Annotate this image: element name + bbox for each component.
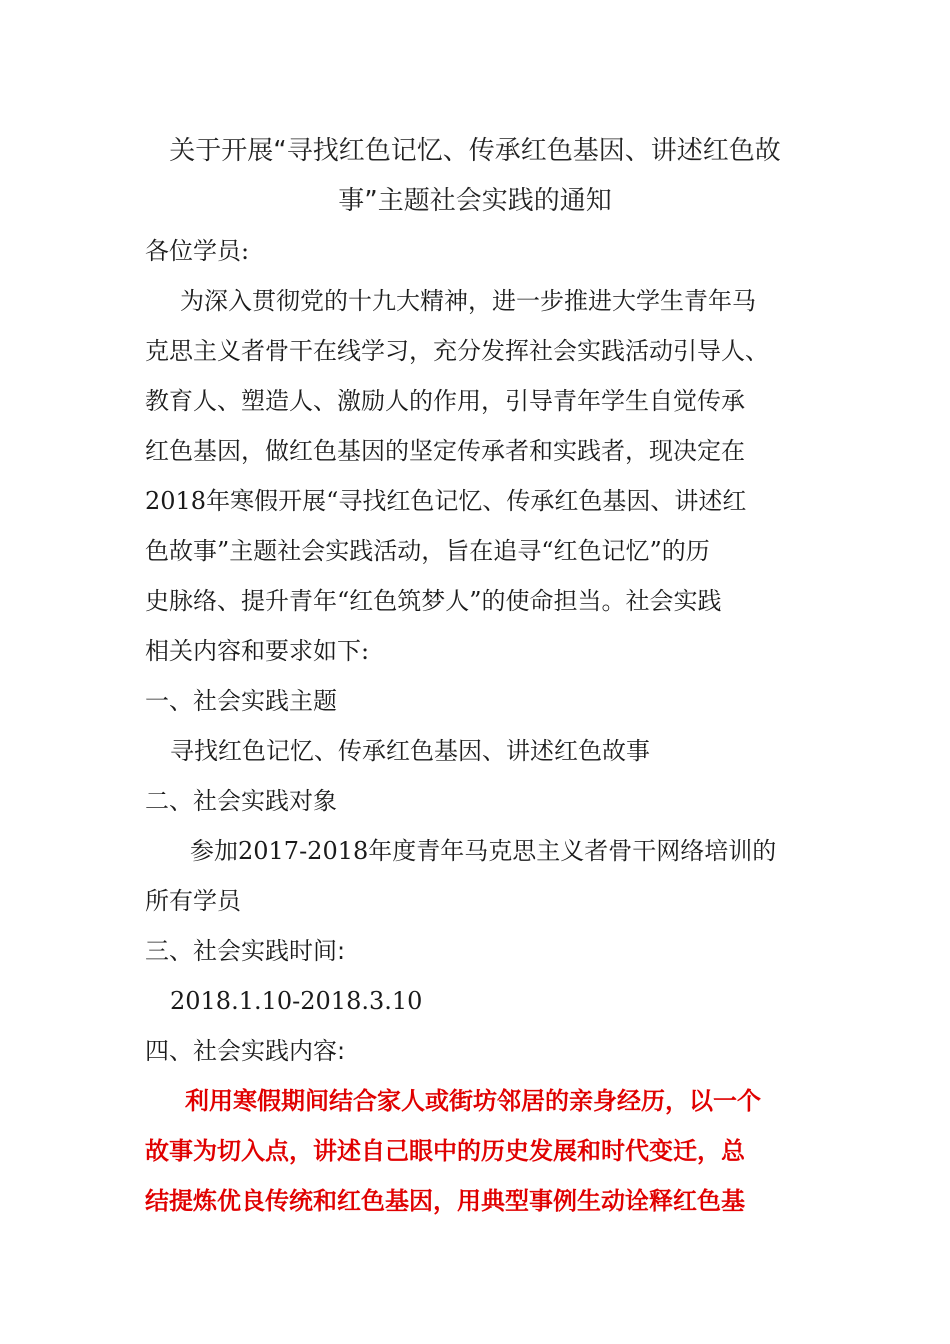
section-audience-text: 所有学员 [145, 887, 241, 915]
section-heading-time: 三、社会实践时间: [145, 937, 346, 965]
section-time-text: 2018.1.10-2018.3.10 [170, 987, 423, 1015]
salutation: 各位学员: [145, 237, 250, 265]
intro-line: 为深入贯彻党的十九大精神，进一步推进大学生青年马 [180, 287, 756, 315]
intro-line: 红色基因，做红色基因的坚定传承者和实践者，现决定在 [145, 437, 745, 465]
document-title-line-2: 事”主题社会实践的通知 [338, 186, 612, 216]
intro-line: 克思主义者骨干在线学习，充分发挥社会实践活动引导人、 [145, 337, 769, 365]
intro-line: 史脉络、提升青年“红色筑梦人”的使命担当。社会实践 [145, 587, 722, 615]
intro-line: 2018年寒假开展“寻找红色记忆、传承红色基因、讲述红 [145, 487, 747, 515]
section-audience-text: 参加2017-2018年度青年马克思主义者骨干网络培训的 [190, 837, 777, 865]
intro-line: 相关内容和要求如下: [145, 637, 370, 665]
section-heading-theme: 一、社会实践主题 [145, 687, 337, 715]
section-theme-text: 寻找红色记忆、传承红色基因、讲述红色故事 [170, 737, 650, 765]
section-content-text: 利用寒假期间结合家人或街坊邻居的亲身经历，以一个 [185, 1086, 761, 1115]
section-content-text: 故事为切入点，讲述自己眼中的历史发展和时代变迁，总 [145, 1136, 745, 1165]
section-heading-content: 四、社会实践内容: [145, 1037, 346, 1065]
document-title-line-1: 关于开展“寻找红色记忆、传承红色基因、讲述红色故 [169, 136, 781, 166]
section-content-text: 结提炼优良传统和红色基因，用典型事例生动诠释红色基 [145, 1186, 745, 1215]
intro-line: 色故事”主题社会实践活动，旨在追寻“红色记忆”的历 [145, 537, 710, 565]
section-heading-audience: 二、社会实践对象 [145, 787, 337, 815]
intro-line: 教育人、塑造人、激励人的作用，引导青年学生自觉传承 [145, 387, 745, 415]
